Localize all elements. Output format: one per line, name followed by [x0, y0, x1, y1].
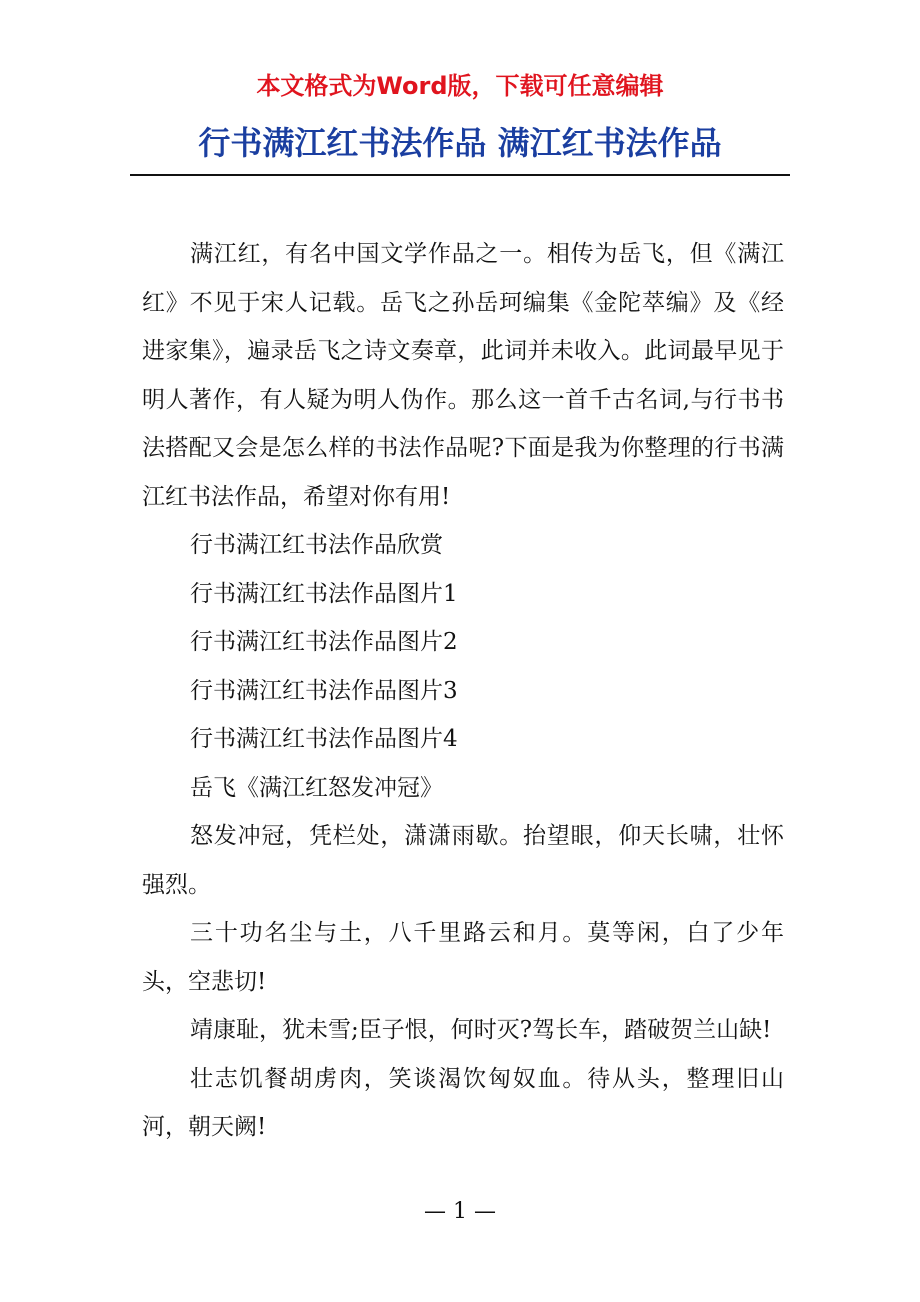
image-caption-1: 行书满江红书法作品图片1: [190, 580, 458, 607]
page-number: — 1 —: [424, 1199, 496, 1224]
poem-stanza-1: 怒发冲冠，凭栏处，潇潇雨歇。抬望眼，仰天长啸，壮怀强烈。: [142, 823, 784, 898]
poem-stanza-4: 壮志饥餐胡虏肉，笑谈渴饮匈奴血。待从头，整理旧山河，朝天阙!: [142, 1065, 784, 1140]
image-caption-3: 行书满江红书法作品图片3: [190, 677, 458, 704]
format-notice-banner: 本文格式为Word版，下载可任意编辑: [256, 72, 664, 100]
poem-stanza-3: 靖康耻，犹未雪;臣子恨，何时灭?驾长车，踏破贺兰山缺!: [190, 1017, 772, 1043]
section-heading-appreciation: 行书满江红书法作品欣赏: [190, 532, 443, 558]
image-caption-2: 行书满江红书法作品图片2: [190, 629, 458, 655]
poem-stanza-2: 三十功名尘与土，八千里路云和月。莫等闲，白了少年头，空悲切!: [142, 920, 784, 995]
document-title: 行书满江红书法作品 满江红书法作品: [198, 124, 722, 162]
intro-paragraph: 满江红，有名中国文学作品之一。相传为岳飞，但《满江红》不见于宋人记载。岳飞之孙岳珂编集《金陀萃编》及《经进家集》，遍录岳飞之诗文奏章，此词并未收入。此词最早见于明人著作，有人疑为明人伪作。那么这一首千古名词,与行书书法搭配又会是怎么样的书法作品呢?下面是我为你整理的行书满江红书法作品，希望对你有用!: [142, 241, 784, 510]
poem-title: 岳飞《满江红怒发冲冠》: [190, 774, 443, 801]
title-divider: [130, 174, 790, 176]
document-body: [142, 230, 784, 1152]
image-caption-4: 行书满江红书法作品图片4: [190, 726, 458, 752]
